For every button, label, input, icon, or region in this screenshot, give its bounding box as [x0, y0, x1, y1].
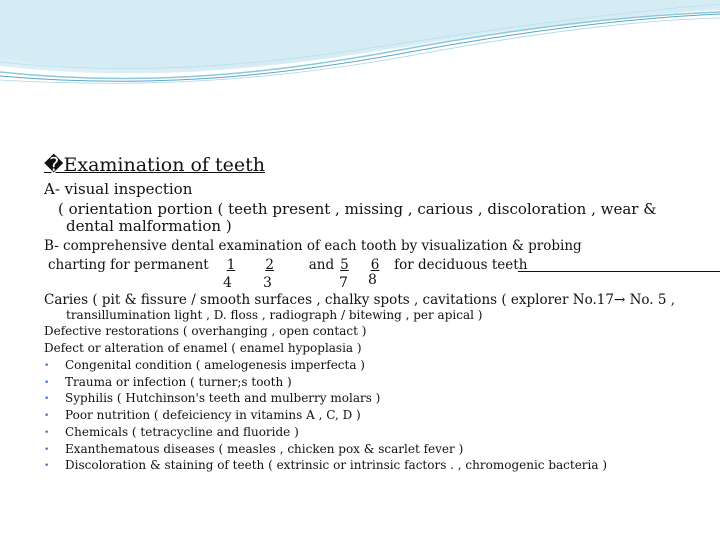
- permanent-quadrant-top: [227, 257, 299, 273]
- dec-quadrant-5: 5: [340, 257, 349, 273]
- bullet-marker: •: [44, 461, 50, 471]
- dec-quadrant-8: 8: [368, 272, 377, 288]
- bullet-item: Congenital condition ( amelogenesis imperfecta ): [65, 358, 365, 372]
- section-b-heading: B- comprehensive dental examination of each tooth by visualization & probing: [44, 238, 582, 254]
- title-glyph: �: [44, 154, 64, 176]
- perm-quadrant-3: 3: [263, 275, 272, 291]
- bullet-marker: •: [44, 445, 50, 455]
- charting-underline: [518, 271, 720, 272]
- title-text: Examination of teeth: [63, 154, 265, 176]
- perm-quadrant-1: 1: [226, 257, 236, 273]
- bullet-item: Discoloration & staining of teeth ( extrinsic or intrinsic factors . , chromogenic bacteria ): [65, 458, 608, 472]
- section-a-heading: A- visual inspection: [44, 180, 193, 198]
- bullet-marker: •: [44, 378, 50, 388]
- charting-prefix: charting for permanent: [48, 257, 209, 273]
- bullet-marker: •: [44, 411, 50, 421]
- dec-quadrant-6: 6: [370, 257, 380, 273]
- bullet-marker: •: [44, 394, 50, 404]
- bullet-item: Syphilis ( Hutchinson's teeth and mulberry molars ): [65, 391, 381, 405]
- section-a-detail-1: ( orientation portion ( teeth present , missing , carious , discoloration , wear &: [58, 200, 657, 218]
- bullet-marker: •: [44, 428, 50, 438]
- header-wave-decoration: [0, 0, 720, 90]
- section-a-detail-2: dental malformation ): [66, 217, 232, 235]
- slide-title: [44, 154, 265, 176]
- charting-line: [48, 257, 527, 273]
- bullet-item: Exanthematous diseases ( measles , chicken pox & scarlet fever ): [65, 442, 464, 456]
- charting-and: and: [308, 257, 335, 273]
- bullet-item: Poor nutrition ( defeiciency in vitamins A , C, D ): [65, 408, 361, 422]
- defective-restorations: Defective restorations ( overhanging , open contact ): [44, 324, 367, 338]
- bullet-item: Trauma or infection ( turner;s tooth ): [65, 375, 292, 389]
- dec-quadrant-7: 7: [339, 275, 348, 291]
- caries-line: Caries ( pit & fissure / smooth surfaces , chalky spots , cavitations ( explorer No.17→ No. 5 ,: [44, 292, 676, 308]
- enamel-defect-heading: Defect or alteration of enamel ( enamel hypoplasia ): [44, 341, 362, 355]
- caries-detail: transillumination light , D. floss , radiograph / bitewing , per apical ): [66, 308, 483, 322]
- deciduous-quadrant-top: [340, 257, 394, 273]
- perm-quadrant-2: 2: [265, 257, 274, 273]
- charting-suffix: for deciduous teeth: [394, 257, 528, 273]
- perm-quadrant-4: 4: [223, 275, 232, 291]
- bullet-marker: •: [44, 361, 50, 371]
- bullet-item: Chemicals ( tetracycline and fluoride ): [65, 425, 299, 439]
